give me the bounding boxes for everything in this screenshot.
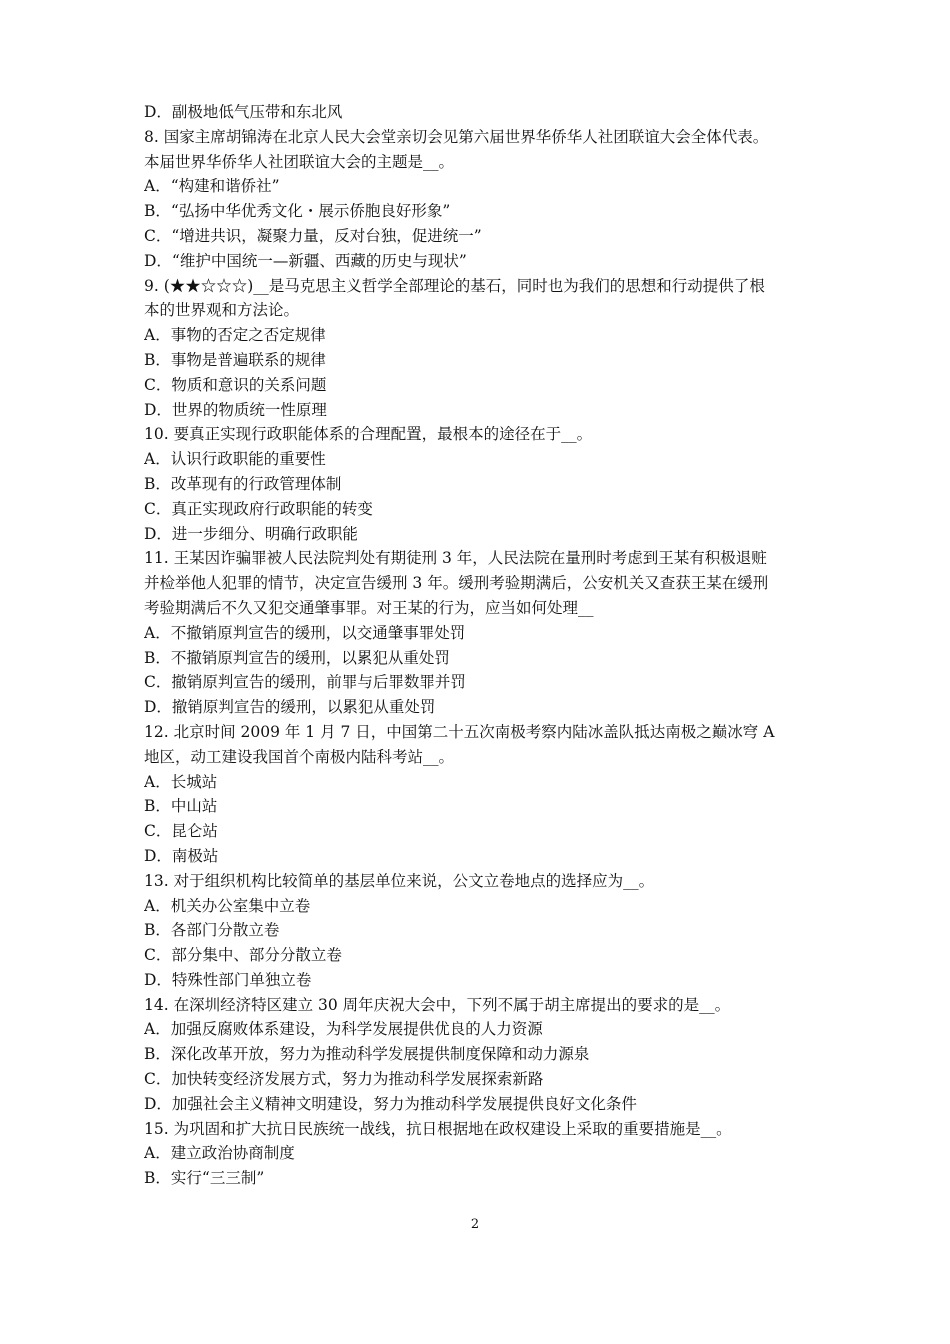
text-line: 10. 要真正实现行政职能体系的合理配置，最根本的途径在于__。 xyxy=(144,425,593,444)
text-line: B．各部门分散立卷 xyxy=(144,921,280,940)
text-line: A．建立政治协商制度 xyxy=(144,1144,295,1163)
text-line: D．特殊性部门单独立卷 xyxy=(144,970,312,989)
text-line: 地区，动工建设我国首个南极内陆科考站__。 xyxy=(144,747,455,766)
text-line: B．事物是普遍联系的规律 xyxy=(144,350,326,369)
text-line: D．世界的物质统一性原理 xyxy=(144,400,327,419)
text-line: D．南极站 xyxy=(144,846,219,865)
text-line: A．不撤销原判宣告的缓刑，以交通肇事罪处罚 xyxy=(144,623,466,642)
text-line: 14. 在深圳经济特区建立 30 周年庆祝大会中，下列不属于胡主席提出的要求的是__。 xyxy=(144,995,731,1014)
text-line: C．“增进共识，凝聚力量，反对台独，促进统一” xyxy=(144,226,482,245)
text-line: B．改革现有的行政管理体制 xyxy=(144,474,342,493)
text-line: 13. 对于组织机构比较简单的基层单位来说，公文立卷地点的选择应为__。 xyxy=(144,871,655,890)
text-line: D．“维护中国统一—新疆、西藏的历史与现状” xyxy=(144,251,467,270)
text-line: 9. (★★☆☆☆)__是马克思主义哲学全部理论的基石，同时也为我们的思想和行动提供了根 xyxy=(144,276,765,295)
text-line: B．实行“三三制” xyxy=(144,1169,265,1188)
text-line: C．加快转变经济发展方式，努力为推动科学发展探索新路 xyxy=(144,1070,544,1089)
text-line: A．机关办公室集中立卷 xyxy=(144,896,311,915)
text-line: C．真正实现政府行政职能的转变 xyxy=(144,499,373,518)
text-line: C．撤销原判宣告的缓刑，前罪与后罪数罪并罚 xyxy=(144,673,466,692)
text-line: 15. 为巩固和扩大抗日民族统一战线，抗日根据地在政权建设上采取的重要措施是__。 xyxy=(144,1119,732,1138)
text-line: A．事物的否定之否定规律 xyxy=(144,326,326,345)
text-line: A．长城站 xyxy=(144,772,218,791)
text-line: A．“构建和谐侨社” xyxy=(144,177,280,196)
text-line: 本的世界观和方法论。 xyxy=(144,301,300,320)
text-line: 本届世界华侨华人社团联谊大会的主题是__。 xyxy=(144,152,455,171)
text-line: C．昆仑站 xyxy=(144,822,218,841)
page-number: 2 xyxy=(470,1217,480,1232)
text-line: C．物质和意识的关系问题 xyxy=(144,375,327,394)
text-line: B．中山站 xyxy=(144,797,218,816)
page-content xyxy=(144,100,824,1191)
text-line: 8. 国家主席胡锦涛在北京人民大会堂亲切会见第六届世界华侨华人社团联谊大会全体代表。 xyxy=(144,127,769,146)
text-line: B．深化改革开放，努力为推动科学发展提供制度保障和动力源泉 xyxy=(144,1045,590,1064)
text-line: 考验期满后不久又犯交通肇事罪。对王某的行为，应当如何处理__ xyxy=(144,598,594,617)
text-line: D．撤销原判宣告的缓刑，以累犯从重处罚 xyxy=(144,698,436,717)
text-line: 并检举他人犯罪的情节，决定宣告缓刑 3 年。缓刑考验期满后，公安机关又查获王某在缓刑 xyxy=(144,574,769,593)
text-line: D．加强社会主义精神文明建设，努力为推动科学发展提供良好文化条件 xyxy=(144,1094,637,1113)
text-line: 12. 北京时间 2009 年 1 月 7 日，中国第二十五次南极考察内陆冰盖队抵达南极之巅冰穹 A xyxy=(144,722,775,741)
text-line: B．不撤销原判宣告的缓刑，以累犯从重处罚 xyxy=(144,648,450,667)
text-line: 11. 王某因诈骗罪被人民法院判处有期徒刑 3 年，人民法院在量刑时考虑到王某有积极退赃 xyxy=(144,549,767,568)
text-line: C．部分集中、部分分散立卷 xyxy=(144,946,342,965)
text-line: A．加强反腐败体系建设，为科学发展提供优良的人力资源 xyxy=(144,1020,543,1039)
text-line: A．认识行政职能的重要性 xyxy=(144,450,326,469)
text-line: D．副极地低气压带和东北风 xyxy=(144,103,343,121)
text-line: B．“弘扬中华优秀文化・展示侨胞良好形象” xyxy=(144,202,451,221)
text-line: D．进一步细分、明确行政职能 xyxy=(144,524,358,543)
